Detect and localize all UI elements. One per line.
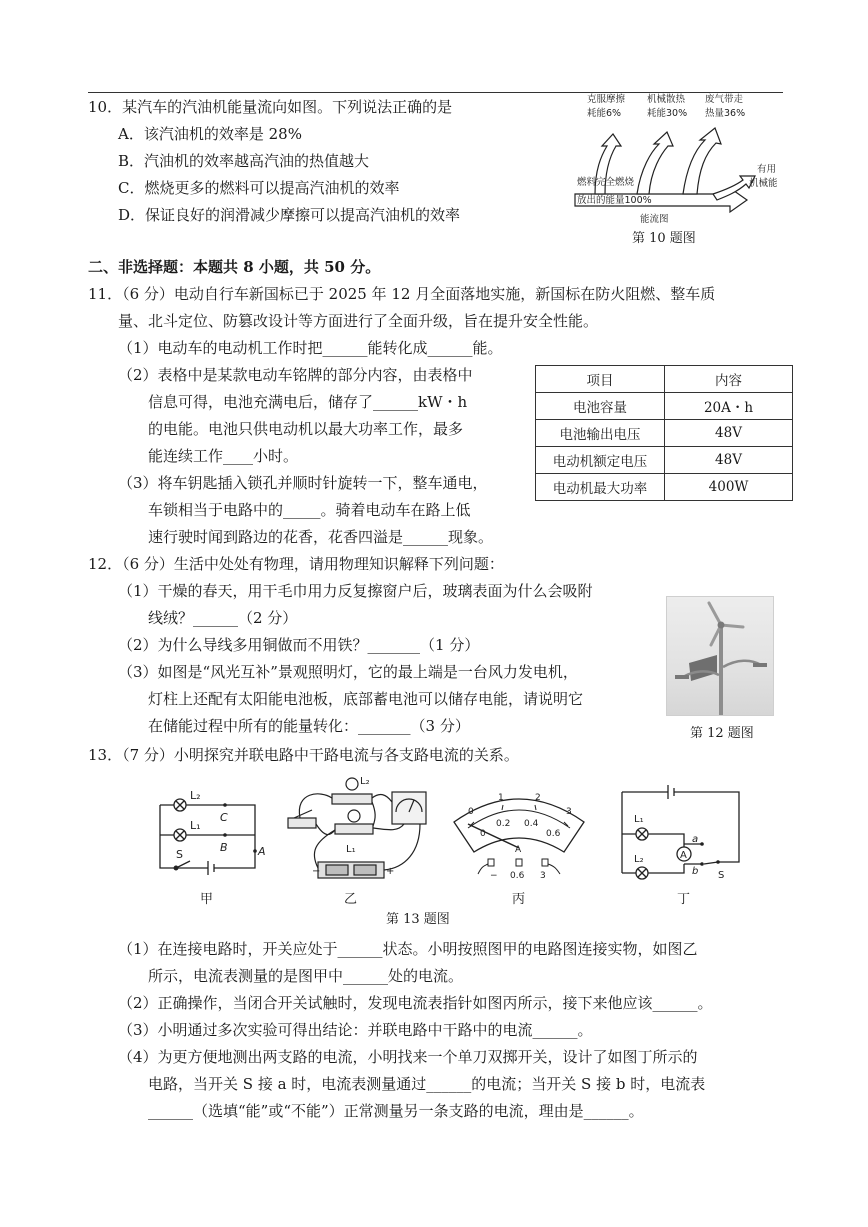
loss2-label-b: 耗能30% <box>647 108 688 119</box>
q13-part-4-line-1: （4）为更方便地测出两支路的电流，小明找来一个单刀双掷开关，设计了如图丁所示的 <box>118 1048 698 1066</box>
diagram-label: 能流图 <box>640 214 669 225</box>
battery-minus: − <box>312 866 321 877</box>
q11-part-3-line-1: （3）将车钥匙插入锁孔并顺时针旋转一下，整车通电， <box>118 474 488 492</box>
label-L1: L₁ <box>190 819 201 832</box>
q13-part-1-line-1: （1）在连接电路时，开关应处于______状态。小明按照图甲的电路图连接实物，如图乙 <box>118 940 698 958</box>
q10-stem: 10．某汽车的汽油机能量流向如图。下列说法正确的是 <box>88 98 453 116</box>
q11-line-1: 11．（6 分）电动自行车新国标已于 2025 年 12 月全面落地实施，新国标在防火阻燃、整车质 <box>88 285 716 303</box>
table-row <box>536 393 793 420</box>
terminal-06: 0.6 <box>510 871 525 881</box>
q13-part-4-line-3: ______（选填“能”或“不能”）正常测量另一条支路的电流，理由是______。 <box>148 1102 644 1120</box>
label-L2: L₂ <box>190 789 201 802</box>
label-ding-A: A <box>680 850 687 861</box>
q11-part-2-line-1: （2）表格中是某款电动车铭牌的部分内容，由表格中 <box>118 366 473 384</box>
label-C: C <box>220 811 228 824</box>
loss1-label-b: 耗能6% <box>587 108 622 119</box>
wind-solar-lamp-photo <box>666 596 774 716</box>
label-jia: 甲 <box>200 892 214 907</box>
label-A: A <box>258 845 266 858</box>
q10-option-d: D．保证良好的润滑减少摩擦可以提高汽油机的效率 <box>118 206 461 224</box>
q12-part-3-line-2: 灯柱上还配有太阳能电池板，底部蓄电池可以储存电能，请说明它 <box>148 690 584 708</box>
label-yi-L2: L₂ <box>360 776 370 787</box>
q11-part-3-line-2: 车锁相当于电路中的_____。骑着电动车在路上低 <box>148 501 471 519</box>
table-cell: 电池输出电压 <box>536 420 665 447</box>
q11-part-3-line-3: 速行驶时闻到路边的花香，花香四溢是______现象。 <box>148 528 494 546</box>
table-row <box>536 447 793 474</box>
q13-part-1-line-2: 所示，电流表测量的是图甲中______处的电流。 <box>148 967 464 985</box>
q13-part-4-line-2: 电路，当开关 S 接 a 时，电流表测量通过______的电流；当开关 S 接 b 时，电流表 <box>148 1075 706 1093</box>
q10-option-c: C．燃烧更多的燃料可以提高汽油机的效率 <box>118 179 400 197</box>
q12-line-1: 12．（6 分）生活中处处有物理，请用物理知识解释下列问题： <box>88 555 504 573</box>
label-ding-S: S <box>718 870 725 881</box>
q13-part-3: （3）小明通过多次实验可得出结论：并联电路中干路中的电流______。 <box>118 1021 593 1039</box>
loss3-label-a: 废气带走 <box>705 94 744 105</box>
input-label-b: 放出的能量100% <box>577 195 652 206</box>
q12-part-1-line-1: （1）干燥的春天，用干毛巾用力反复擦窗户后，玻璃表面为什么会吸附 <box>118 582 593 600</box>
q11-line-2: 量、北斗定位、防篡改设计等方面进行了全面升级，旨在提升安全性能。 <box>118 312 599 330</box>
battery-spec-table <box>535 365 793 501</box>
q11-part-2-line-4: 能连续工作____小时。 <box>148 447 299 465</box>
scale-bottom-0: 0 <box>480 829 486 839</box>
label-B: B <box>220 841 228 854</box>
loss3-label-b: 热量36% <box>705 108 746 119</box>
label-b: b <box>692 866 699 877</box>
q13-figure-caption: 第 13 题图 <box>386 912 450 927</box>
terminal-3: 3 <box>540 871 546 881</box>
q13-part-2: （2）正确操作，当闭合开关试触时，发现电流表指针如图丙所示，接下来他应该______。 <box>118 994 713 1012</box>
meter-letter: A <box>515 845 522 855</box>
table-cell: 电动机额定电压 <box>536 447 665 474</box>
table-header-cell: 内容 <box>665 366 793 393</box>
scale-top-0: 0 <box>468 807 474 817</box>
useful-label-b: 机械能 <box>749 178 778 189</box>
label-a: a <box>692 834 699 845</box>
table-header-cell: 项目 <box>536 366 665 393</box>
q12-figure-caption: 第 12 题图 <box>690 726 754 741</box>
scale-bottom-3: 0.6 <box>546 829 561 839</box>
q11-part-2-line-2: 信息可得，电池充满电后，储存了______kW・h <box>148 393 468 411</box>
useful-label-a: 有用 <box>757 164 777 175</box>
label-S: S <box>176 848 183 861</box>
q10-option-a: A．该汽油机的效率是 28% <box>118 125 302 143</box>
loss1-label-a: 克服摩擦 <box>587 94 626 105</box>
q12-part-2: （2）为什么导线多用铜做而不用铁？_______（1 分） <box>118 636 480 654</box>
label-bing: 丙 <box>512 892 526 907</box>
q12-part-3-line-1: （3）如图是“风光互补”景观照明灯，它的最上端是一台风力发电机， <box>118 663 578 681</box>
table-cell: 48V <box>665 420 793 447</box>
q12-part-3-line-3: 在储能过程中所有的能量转化：_______（3 分） <box>148 717 470 735</box>
input-label-a: 燃料完全燃烧 <box>577 177 635 188</box>
scale-top-1: 1 <box>498 793 504 803</box>
loss-arrow-2 <box>637 132 673 194</box>
label-ding-L1: L₁ <box>634 814 644 825</box>
scale-bottom-1: 0.2 <box>496 819 511 829</box>
terminal-neg: − <box>490 871 498 881</box>
ammeter-dial-bing <box>448 782 590 882</box>
label-yi-L1: L₁ <box>346 844 356 855</box>
loss2-label-a: 机械散热 <box>647 94 686 105</box>
label-ding: 丁 <box>677 892 691 907</box>
table-cell: 电池容量 <box>536 393 665 420</box>
label-ding-L2: L₂ <box>634 854 644 865</box>
battery-plus: + <box>386 866 395 877</box>
table-row <box>536 420 793 447</box>
table-cell: 400W <box>665 474 793 501</box>
q11-part-1: （1）电动车的电动机工作时把______能转化成______能。 <box>118 339 503 357</box>
physical-circuit-yi <box>280 772 440 887</box>
section-2-heading: 二、非选择题：本题共 8 小题，共 50 分。 <box>88 258 381 276</box>
table-header-row <box>536 366 793 393</box>
label-yi: 乙 <box>344 892 358 907</box>
table-cell: 20A・h <box>665 393 793 420</box>
table-row <box>536 474 793 501</box>
q13-line-1: 13．（7 分）小明探究并联电路中干路电流与各支路电流的关系。 <box>88 746 519 764</box>
q11-part-2-line-3: 的电能。电池只供电动机以最大功率工作，最多 <box>148 420 464 438</box>
table-cell: 电动机最大功率 <box>536 474 665 501</box>
loss-arrow-3 <box>683 128 721 194</box>
table-cell: 48V <box>665 447 793 474</box>
q10-option-b: B．汽油机的效率越高汽油的热值越大 <box>118 152 370 170</box>
circuit-diagram-jia <box>150 775 275 885</box>
q12-part-1-line-2: 线绒？______（2 分） <box>148 609 298 627</box>
scale-top-2: 2 <box>535 793 541 803</box>
scale-top-3: 3 <box>566 807 572 817</box>
energy-flow-diagram <box>565 90 785 225</box>
q10-figure-caption: 第 10 题图 <box>632 231 696 246</box>
circuit-diagram-ding <box>614 778 749 883</box>
scale-bottom-2: 0.4 <box>524 819 539 829</box>
